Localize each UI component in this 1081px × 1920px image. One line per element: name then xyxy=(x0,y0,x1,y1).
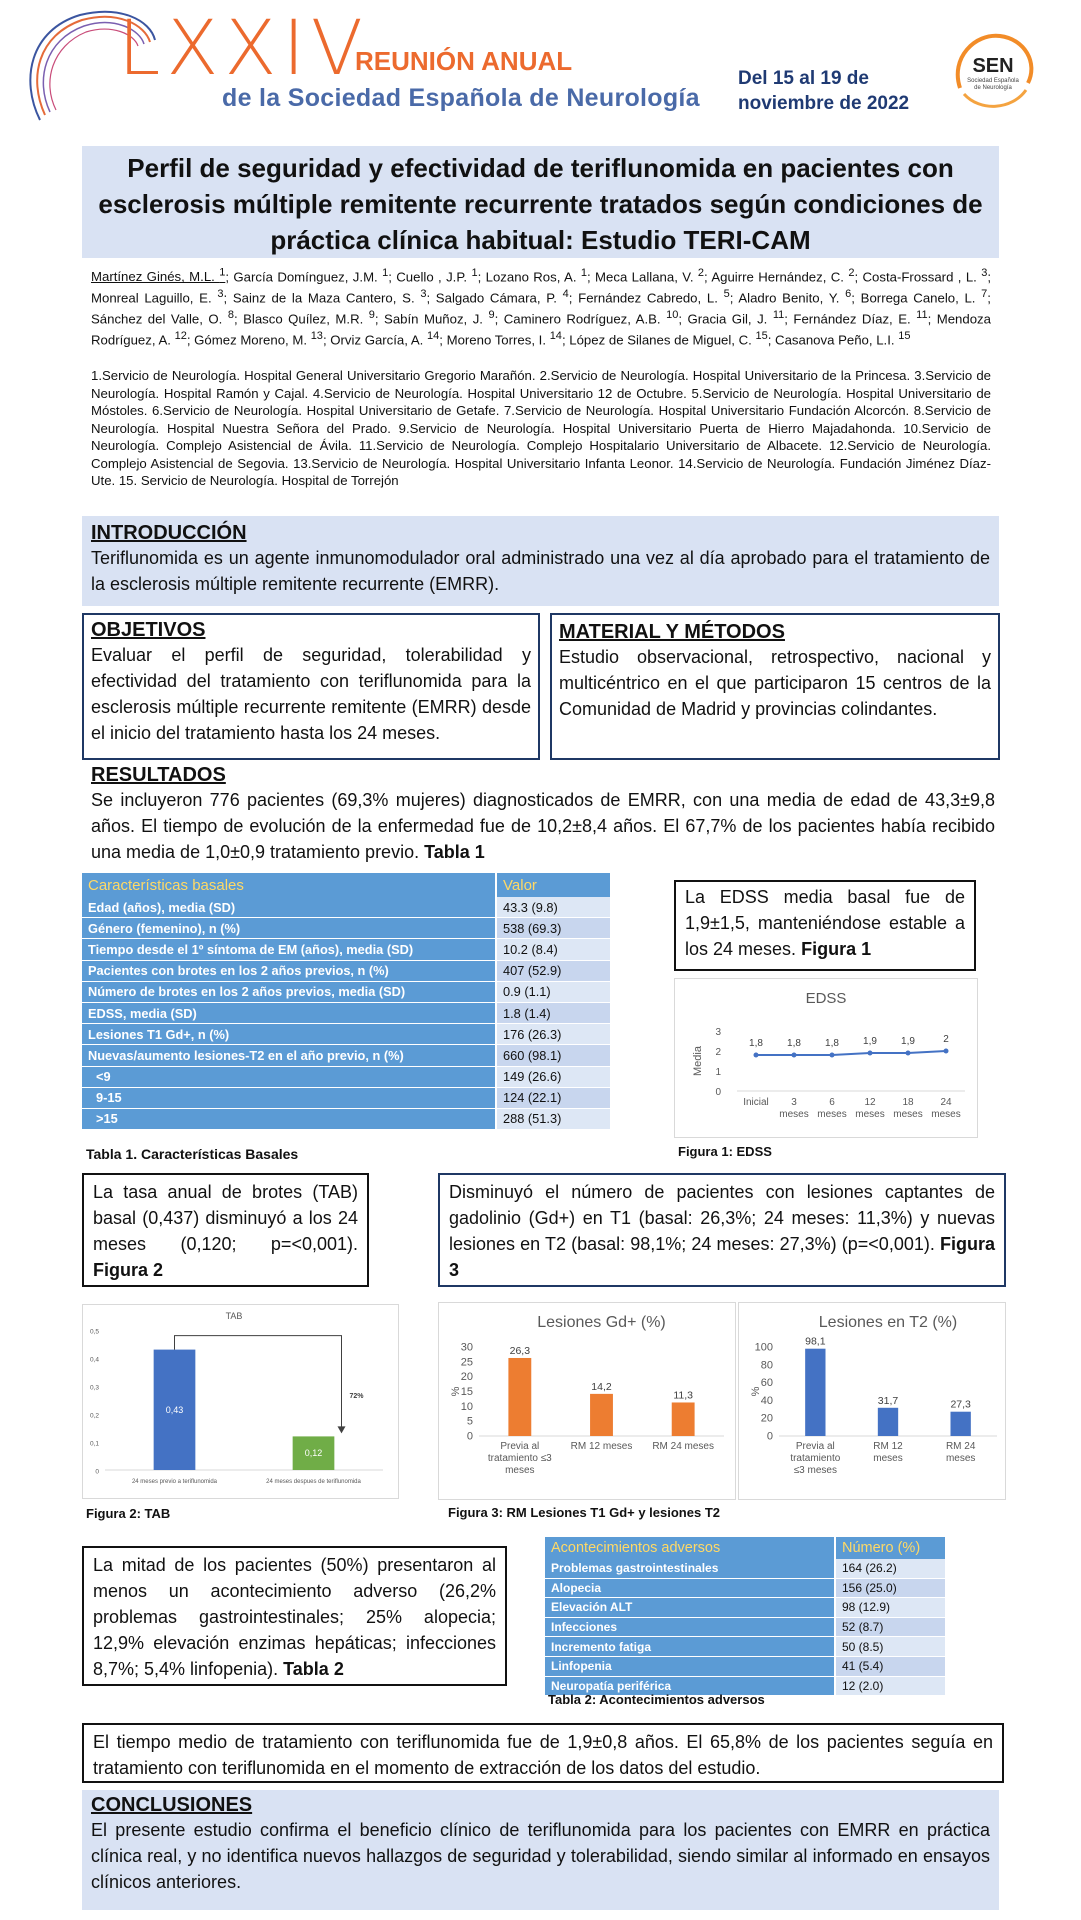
svg-text:de Neurología: de Neurología xyxy=(974,85,1012,91)
poster-title: Perfil de seguridad y efectividad de teriflunomida en pacientes con esclerosis múltiple remitente recurrente tratados según condiciones de práctica clínica habitual: Estudio TERI-CAM xyxy=(82,146,999,258)
row-value: 156 (25.0) xyxy=(834,1579,945,1599)
table-row xyxy=(545,1579,945,1599)
data-label: 31,7 xyxy=(877,1394,899,1407)
y-tick-label: 0,5 xyxy=(89,1328,99,1336)
x-tick-label: RM 24 meses xyxy=(652,1441,715,1452)
data-label: 98,1 xyxy=(805,1335,826,1348)
objectives-text: Evaluar el perfil de seguridad, tolerabilidad y efectividad del tratamiento con teriflunomida para la esclerosis múltiple recurrente remitente (EMRR) desde el inicio del tratamiento hasta los 24 meses. xyxy=(91,645,531,743)
results-text: Se incluyeron 776 pacientes (69,3% mujeres) diagnosticados de EMRR, con una media de edad de 43,3±9,8 años. El tiempo de evolución de la enfermedad fue de 10,2±8,4 años. El 67,7% de los pacientes había recibido una media de 1,0±0,9 tratamiento previo. Tabla 1 xyxy=(91,790,995,862)
reduction-label: 72% xyxy=(349,1393,364,1400)
row-label: Problemas gastrointestinales xyxy=(545,1559,834,1579)
row-label: Tiempo desde el 1º síntoma de EM (años), media (SD) xyxy=(82,939,495,960)
y-tick-label: 0,1 xyxy=(89,1440,99,1448)
data-label: 1,9 xyxy=(901,1036,915,1047)
y-tick-label: 10 xyxy=(460,1400,473,1413)
author-list: Martínez Ginés, M.L. $^1$; García Domínguez, J.M. $^1$; Cuello , J.P. $^1$; Lozano Ros, A. $^1$; Meca Lallana, V. $^2$; Aguirre Hernández, C. $^2$; Costa-Frossard , L. $^3$; Monreal Laguillo, E. $^3$; Sainz de la Maza Cantero, S. $^3$; Salgado Cámara, P. $^4$; Fernández Cabredo, L. $^5$; Aladro Benito, Y. $^6$; Borrega Canelo, L. $^7$; Sánchez del Valle, O. $^8$; Blasco Quílez, M.R. $^9$; Sabín Muñoz, J. $^9$; Caminero Rodríguez, A.B. $^{10}$; Gracia Gil, J. $^{11}$; Fernández Díaz, E. $^{11}$; Mendoza Rodríguez, A. $^{12}$; Gómez Moreno, M. $^{13}$; Orviz García, A. $^{14}$; Moreno Torres, I. $^{14}$; López de Silanes de Miguel, C. $^{15}$; Casanova Peño, L.I. $^{15}$ xyxy=(91,267,991,348)
results-section xyxy=(91,764,995,865)
gd-summary: Disminuyó el número de pacientes con lesiones captantes de gadolinio (Gd+) en T1 (basal: 26,3%; 24 meses: 11,3%) y nuevas lesiones en T2 (basal: 98,1%; 24 meses: 27,3%) (p=<0,001). Figura 3 xyxy=(438,1173,1006,1287)
x-tick-label: tratamiento ≤3 xyxy=(487,1453,552,1464)
y-axis-label: % xyxy=(750,1386,762,1397)
sen-logo xyxy=(950,28,1036,114)
y-tick-label: 5 xyxy=(466,1415,473,1428)
data-point xyxy=(944,1049,949,1054)
row-label: Género (femenino), n (%) xyxy=(82,918,495,939)
table-row xyxy=(545,1618,945,1638)
row-value: 98 (12.9) xyxy=(834,1598,945,1618)
x-tick-label: meses xyxy=(855,1109,885,1120)
data-label: 27,3 xyxy=(950,1398,971,1411)
x-tick-label: meses xyxy=(817,1109,847,1120)
data-point xyxy=(830,1053,835,1058)
row-label: >15 xyxy=(82,1109,495,1130)
table-header: Número (%) xyxy=(834,1537,945,1559)
y-tick-label: 20 xyxy=(460,1371,473,1384)
x-tick-label: RM 24 xyxy=(945,1441,976,1452)
intro-section xyxy=(82,516,999,606)
figure1-caption: Figura 1: EDSS xyxy=(678,1144,772,1159)
y-tick-label: 0 xyxy=(95,1468,99,1476)
arrow-head-icon xyxy=(338,1426,346,1433)
reduction-arrow xyxy=(175,1336,342,1431)
tab-summary: La tasa anual de brotes (TAB) basal (0,437) disminuyó a los 24 meses (0,120; p=<0,001). Figura 2 xyxy=(82,1173,369,1287)
conclusions-section xyxy=(82,1790,999,1910)
row-label: <9 xyxy=(82,1067,495,1088)
x-tick-label: meses xyxy=(931,1109,961,1120)
row-value: 288 (51.3) xyxy=(495,1109,610,1130)
affiliations: 1.Servicio de Neurología. Hospital General Universitario Gregorio Marañón. 2.Servicio de Neurología. Hospital Universitario de la Princesa. 3.Servicio de Neurología. Hospital Ramón y Cajal. 4.Servicio de Neurología. Hospital Universitario 12 de Octubre. 5.Servicio de Neurología. Hospital Universitario de Móstoles. 6.Servicio de Neurología. Hospital Universitario de Getafe. 7.Servicio de Neurología. Hospital Universitario Fundación Alcorcón. 8.Servicio de Neurología. Hospital Nuestra Señora del Prado. 9.Servicio de Neurología. Hospital Universitario Puerta de Hierro Majadahonda. 10.Servicio de Neurología. Complejo Asistencial de Ávila. 11.Servicio de Neurología. Complejo Hospitalario Universitario de Albacete. 12.Servicio de Neurología. Complejo Asistencial de Segovia. 13.Servicio de Neurología. Hospital Universitario Infanta Leonor. 14.Servicio de Neurología. Fundación Jiménez Díaz-Ute. 15. Servicio de Neurología. Hospital de Torrejón xyxy=(91,368,991,488)
row-value: 538 (69.3) xyxy=(495,918,610,939)
figure2-caption: Figura 2: TAB xyxy=(86,1506,171,1521)
x-tick-label: meses xyxy=(505,1465,535,1476)
objectives-section xyxy=(82,613,540,760)
series-line xyxy=(756,1051,946,1055)
data-label: 1,8 xyxy=(825,1038,839,1049)
treatment-duration-text: El tiempo medio de tratamiento con teriflunomida fue de 1,9±0,8 años. El 65,8% de los pacientes seguía en tratamiento con teriflunomida en el momento de extracción de los datos del estudio. xyxy=(82,1723,1004,1783)
table-row xyxy=(82,961,610,982)
x-tick-label: Inicial xyxy=(743,1097,769,1108)
y-tick-label: 0,4 xyxy=(89,1356,99,1364)
row-value: 43.3 (9.8) xyxy=(495,897,610,918)
y-tick-label: 15 xyxy=(460,1386,473,1398)
table-row xyxy=(545,1559,945,1579)
bar xyxy=(590,1394,613,1436)
x-tick-label: Previa al xyxy=(795,1441,835,1452)
table-header: Valor xyxy=(495,873,610,897)
data-label: 1,9 xyxy=(863,1036,877,1047)
row-label: Infecciones xyxy=(545,1618,834,1638)
conclusions-text: El presente estudio confirma el beneficio clínico de teriflunomida para los pacientes con EMRR en práctica clínica real, y no identifica nuevos hallazgos de seguridad y tolerabilidad, siendo similar al informado en ensayos clínicos anteriores. xyxy=(91,1820,990,1892)
x-tick-label: 24 meses despues de teriflunomida xyxy=(266,1479,361,1485)
row-value: 50 (8.5) xyxy=(834,1637,945,1657)
y-tick-label: 40 xyxy=(760,1394,773,1407)
adverse-events-table xyxy=(545,1537,945,1696)
svg-text:Sociedad Española: Sociedad Española xyxy=(967,78,1019,84)
y-tick-label: 100 xyxy=(754,1341,773,1354)
row-label: EDSS, media (SD) xyxy=(82,1003,495,1024)
conclusions-heading: CONCLUSIONES xyxy=(91,1794,253,1816)
y-tick-label: 20 xyxy=(760,1412,773,1425)
x-tick-label: ≤3 meses xyxy=(793,1465,837,1476)
methods-heading: MATERIAL Y MÉTODOS xyxy=(559,621,785,643)
tab-bar-chart xyxy=(82,1304,399,1499)
row-label: Lesiones T1 Gd+, n (%) xyxy=(82,1024,495,1045)
y-tick-label: 80 xyxy=(760,1359,773,1372)
data-label: 1,8 xyxy=(787,1038,801,1049)
row-value: 164 (26.2) xyxy=(834,1559,945,1579)
table-row xyxy=(82,897,610,918)
y-tick-label: 3 xyxy=(715,1027,721,1038)
y-tick-label: 25 xyxy=(460,1356,473,1369)
row-label: Edad (años), media (SD) xyxy=(82,897,495,918)
x-tick-label: RM 12 xyxy=(873,1441,903,1452)
y-tick-label: 0,3 xyxy=(89,1384,99,1392)
table-header: Acontecimientos adversos xyxy=(545,1537,834,1559)
table-row xyxy=(82,1109,610,1130)
row-value: 12 (2.0) xyxy=(834,1677,945,1697)
chart-title: TAB xyxy=(225,1311,243,1321)
x-tick-label: 24 xyxy=(940,1097,952,1108)
data-label: 1,8 xyxy=(749,1038,763,1049)
data-point xyxy=(868,1051,873,1056)
baseline-table xyxy=(82,873,610,1130)
row-value: 0.9 (1.1) xyxy=(495,982,610,1003)
row-value: 41 (5.4) xyxy=(834,1657,945,1677)
x-tick-label: 18 xyxy=(902,1097,914,1108)
row-value: 176 (26.3) xyxy=(495,1024,610,1045)
row-value: 660 (98.1) xyxy=(495,1045,610,1066)
svg-text:SEN: SEN xyxy=(972,55,1014,77)
row-value: 407 (52.9) xyxy=(495,961,610,982)
methods-section xyxy=(550,613,1000,760)
table-row xyxy=(545,1637,945,1657)
bar xyxy=(805,1349,825,1436)
y-tick-label: 0 xyxy=(766,1430,773,1443)
y-tick-label: 60 xyxy=(760,1377,773,1390)
data-point xyxy=(792,1053,797,1058)
row-value: 52 (8.7) xyxy=(834,1618,945,1638)
x-tick-label: RM 12 meses xyxy=(570,1441,633,1452)
data-point xyxy=(906,1051,911,1056)
edss-summary: La EDSS media basal fue de 1,9±1,5, manteniéndose estable a los 24 meses. Figura 1 xyxy=(674,880,976,971)
table-row xyxy=(82,1088,610,1109)
x-tick-label: meses xyxy=(779,1109,809,1120)
y-tick-label: 1 xyxy=(715,1067,721,1078)
meeting-dates: Del 15 al 19 de noviembre de 2022 xyxy=(738,68,910,114)
y-tick-label: 0 xyxy=(715,1087,721,1098)
data-label: 26,3 xyxy=(509,1344,531,1357)
table-row xyxy=(82,982,610,1003)
x-tick-label: 12 xyxy=(864,1097,876,1108)
table1-caption: Tabla 1. Características Basales xyxy=(86,1146,299,1162)
x-tick-label: meses xyxy=(945,1453,976,1464)
table-row xyxy=(545,1657,945,1677)
row-label: Elevación ALT xyxy=(545,1598,834,1618)
table-row xyxy=(82,1024,610,1045)
row-value: 10.2 (8.4) xyxy=(495,939,610,960)
y-axis-label: Media xyxy=(692,1046,704,1076)
x-tick-label: 3 xyxy=(791,1097,797,1108)
data-label: 0,12 xyxy=(304,1448,323,1459)
x-tick-label: Previa al xyxy=(500,1441,540,1452)
y-tick-label: 0 xyxy=(466,1430,473,1443)
conference-header xyxy=(0,0,1081,135)
x-tick-label: meses xyxy=(873,1453,903,1464)
chart-title: Lesiones Gd+ (%) xyxy=(537,1314,666,1331)
table-row xyxy=(82,939,610,960)
t2-bar-chart xyxy=(738,1302,1006,1500)
intro-text: Teriflunomida es un agente inmunomodulador oral administrado una vez al día aprobado para el tratamiento de la esclerosis múltiple remitente recurrente (EMRR). xyxy=(91,548,990,594)
table-row xyxy=(82,918,610,939)
row-value: 149 (26.6) xyxy=(495,1067,610,1088)
y-tick-label: 2 xyxy=(715,1047,721,1058)
table2-caption: Tabla 2: Acontecimientos adversos xyxy=(548,1692,765,1707)
objectives-heading: OBJETIVOS xyxy=(91,619,206,641)
data-label: 14,2 xyxy=(591,1380,612,1393)
table-row xyxy=(82,1067,610,1088)
row-value: 1.8 (1.4) xyxy=(495,1003,610,1024)
methods-text: Estudio observacional, retrospectivo, nacional y multicéntrico en el que participaron 15 centros de la Comunidad de Madrid y provincias colindantes. xyxy=(559,647,991,719)
edss-line-chart xyxy=(674,978,978,1138)
row-label: Pacientes con brotes en los 2 años previos, n (%) xyxy=(82,961,495,982)
adverse-events-summary: La mitad de los pacientes (50%) presentaron al menos un acontecimiento adverso (26,2% problemas gastrointestinales; 25% alopecia; 12,9% elevación enzimas hepáticas; infecciones 8,7%; 5,4% linfopenia). Tabla 2 xyxy=(82,1546,507,1686)
row-label: Nuevas/aumento lesiones-T2 en el año previo, n (%) xyxy=(82,1045,495,1066)
data-label: 11,3 xyxy=(673,1389,694,1402)
edition-number: LXXIV xyxy=(118,3,369,92)
row-value: 124 (22.1) xyxy=(495,1088,610,1109)
y-tick-label: 30 xyxy=(460,1341,473,1354)
intro-heading: INTRODUCCIÓN xyxy=(91,522,247,544)
row-label: 9-15 xyxy=(82,1088,495,1109)
data-label: 0,43 xyxy=(165,1404,184,1415)
table-row xyxy=(545,1598,945,1618)
chart-title: Lesiones en T2 (%) xyxy=(818,1314,958,1331)
meeting-label: REUNIÓN ANUAL xyxy=(355,46,573,76)
results-heading: RESULTADOS xyxy=(91,764,226,786)
table-row xyxy=(82,1045,610,1066)
society-name: de la Sociedad Española de Neurología xyxy=(222,84,700,112)
x-tick-label: 6 xyxy=(829,1097,835,1108)
row-label: Alopecia xyxy=(545,1579,834,1599)
table-header: Características basales xyxy=(82,873,495,897)
chart-title: EDSS xyxy=(805,990,847,1007)
row-label: Linfopenia xyxy=(545,1657,834,1677)
table-row xyxy=(82,1003,610,1024)
bar xyxy=(878,1408,898,1436)
gd-bar-chart xyxy=(438,1302,736,1500)
y-axis-label: % xyxy=(450,1386,462,1397)
row-label: Incremento fatiga xyxy=(545,1637,834,1657)
row-label: Número de brotes en los 2 años previos, media (SD) xyxy=(82,982,495,1003)
data-point xyxy=(754,1053,759,1058)
figure3-caption: Figura 3: RM Lesiones T1 Gd+ y lesiones T2 xyxy=(448,1505,720,1520)
bar xyxy=(950,1412,970,1436)
x-tick-label: meses xyxy=(893,1109,923,1120)
row-label: Neuropatía periférica xyxy=(545,1677,834,1697)
x-tick-label: tratamiento xyxy=(790,1453,841,1464)
y-tick-label: 0,2 xyxy=(89,1412,99,1420)
bar xyxy=(508,1358,531,1436)
bar xyxy=(672,1402,695,1436)
x-tick-label: 24 meses previo a teriflunomida xyxy=(131,1479,218,1485)
data-label: 2 xyxy=(943,1034,949,1045)
